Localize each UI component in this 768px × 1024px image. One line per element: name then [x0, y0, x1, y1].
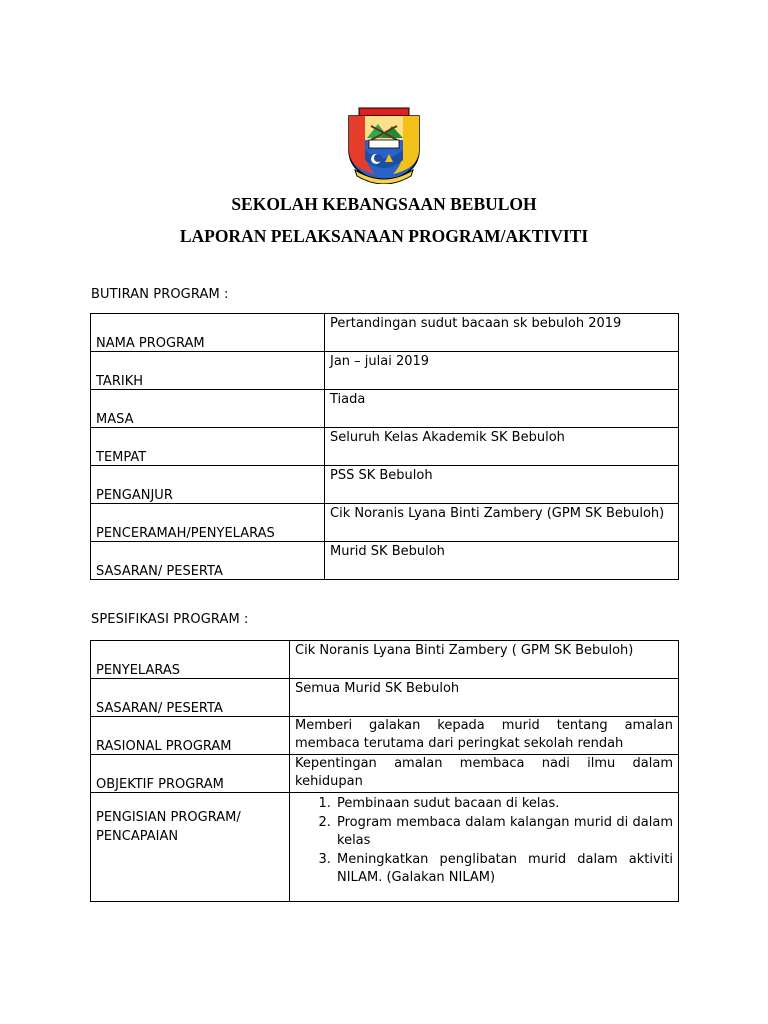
table-row: [91, 314, 679, 352]
table-row: [91, 352, 679, 390]
table-row: [91, 641, 679, 679]
row-value: [290, 717, 679, 755]
row-label: SASARAN/ PESERTA: [91, 679, 290, 717]
value-line: Kepentingan amalan membaca nadi ilmu dalam: [295, 756, 673, 771]
value-line: Memberi galakan kepada murid tentang amalan: [295, 718, 673, 733]
row-value: Semua Murid SK Bebuloh: [290, 679, 679, 717]
table-row: [91, 717, 679, 755]
table-row: [91, 504, 679, 542]
value-line: kehidupan: [295, 774, 363, 789]
table-row: [91, 542, 679, 580]
list-item: 3. Meningkatkan penglibatan murid dalam aktiviti NILAM. (Galakan NILAM): [335, 851, 673, 888]
butiran-heading: BUTIRAN PROGRAM :: [91, 287, 229, 302]
row-label: PENYELARAS: [91, 641, 290, 679]
spesifikasi-table: [90, 640, 679, 902]
label-line: PENGISIAN PROGRAM/: [96, 810, 241, 825]
list-item: 2. Program membaca dalam kalangan murid di dalam kelas: [335, 814, 673, 851]
table-row: [91, 755, 679, 793]
row-value: Murid SK Bebuloh: [325, 542, 679, 580]
row-value: PSS SK Bebuloh: [325, 466, 679, 504]
row-label: TEMPAT: [91, 428, 325, 466]
row-value: Tiada: [325, 390, 679, 428]
value-line: membaca terutama dari peringkat sekolah rendah: [295, 736, 624, 751]
row-label: SASARAN/ PESERTA: [91, 542, 325, 580]
row-value: Seluruh Kelas Akademik SK Bebuloh: [325, 428, 679, 466]
row-value: [290, 793, 679, 902]
row-value: Jan – julai 2019: [325, 352, 679, 390]
butiran-table: [90, 313, 679, 580]
row-label: OBJEKTIF PROGRAM: [91, 755, 290, 793]
table-row: [91, 390, 679, 428]
row-label: PENGANJUR: [91, 466, 325, 504]
report-title: LAPORAN PELAKSANAAN PROGRAM/AKTIVITI: [179, 226, 589, 246]
table-row: [91, 793, 679, 902]
school-crest: [345, 104, 423, 184]
pengisian-list: [295, 795, 673, 888]
list-item: 1. Pembinaan sudut bacaan di kelas.: [335, 795, 673, 814]
row-label: [91, 793, 290, 902]
table-row: [91, 466, 679, 504]
row-label: MASA: [91, 390, 325, 428]
row-value: Cik Noranis Lyana Binti Zambery (GPM SK Bebuloh): [325, 504, 679, 542]
row-value: [290, 755, 679, 793]
row-value: Cik Noranis Lyana Binti Zambery ( GPM SK Bebuloh): [290, 641, 679, 679]
row-label: PENCERAMAH/PENYELARAS: [91, 504, 325, 542]
row-label: TARIKH: [91, 352, 325, 390]
label-line: PENCAPAIAN: [96, 829, 179, 844]
row-label: NAMA PROGRAM: [91, 314, 325, 352]
table-row: [91, 428, 679, 466]
row-value: Pertandingan sudut bacaan sk bebuloh 2019: [325, 314, 679, 352]
table-row: [91, 679, 679, 717]
school-title: SEKOLAH KEBANGSAAN BEBULOH: [231, 194, 537, 214]
spesifikasi-heading: SPESIFIKASI PROGRAM :: [91, 612, 249, 627]
row-label: RASIONAL PROGRAM: [91, 717, 290, 755]
